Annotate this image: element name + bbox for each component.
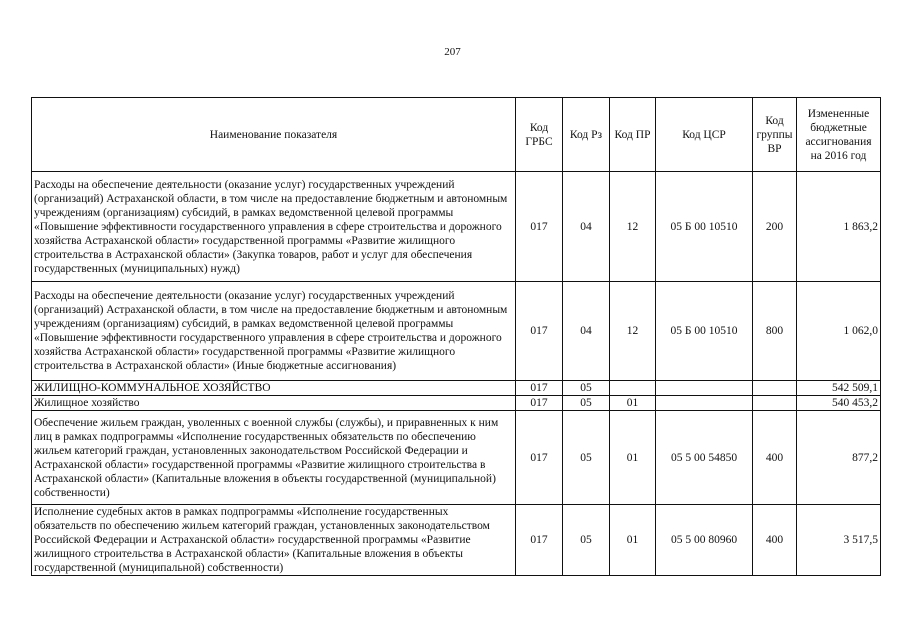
cell-name: Расходы на обеспечение деятельности (оказание услуг) государственных учреждений (организаций) Астраханской области, в том числе на предоставление бюджетным и автономным учреждениям (организациям) субсидий, в рамках ведомственной целевой программы «Повышение эффективности государственного управления в сфере строительства и дорожного хозяйства Астраханской области» государственной программы «Развитие жилищного строительства в Астраханской области» (Закупка товаров, работ и услуг для обеспечения государственных (муниципальных) нужд) xyxy=(32,172,516,282)
header-name: Наименование показателя xyxy=(32,98,516,172)
cell-amount: 1 863,2 xyxy=(797,172,881,282)
cell-rz: 05 xyxy=(563,396,610,411)
cell-csr xyxy=(656,396,753,411)
cell-pr: 12 xyxy=(610,282,656,381)
cell-pr: 01 xyxy=(610,505,656,576)
page-number: 207 xyxy=(444,46,461,58)
cell-pr: 12 xyxy=(610,172,656,282)
cell-rz: 04 xyxy=(563,282,610,381)
header-grbs: Код ГРБС xyxy=(516,98,563,172)
table-row xyxy=(32,396,881,411)
cell-rz: 05 xyxy=(563,411,610,505)
cell-amount: 3 517,5 xyxy=(797,505,881,576)
cell-vr: 400 xyxy=(753,411,797,505)
table-row xyxy=(32,505,881,576)
header-rz: Код Рз xyxy=(563,98,610,172)
budget-table xyxy=(31,97,881,576)
cell-vr: 800 xyxy=(753,282,797,381)
cell-grbs: 017 xyxy=(516,505,563,576)
cell-vr xyxy=(753,381,797,396)
cell-vr: 400 xyxy=(753,505,797,576)
cell-amount: 877,2 xyxy=(797,411,881,505)
table-header-row xyxy=(32,98,881,172)
cell-grbs: 017 xyxy=(516,282,563,381)
table-row xyxy=(32,411,881,505)
cell-rz: 05 xyxy=(563,505,610,576)
cell-grbs: 017 xyxy=(516,381,563,396)
cell-csr: 05 Б 00 10510 xyxy=(656,172,753,282)
header-amount: Измененные бюджетные ассигнования на 2016 год xyxy=(797,98,881,172)
cell-name: Расходы на обеспечение деятельности (оказание услуг) государственных учреждений (организаций) Астраханской области, в том числе на предоставление бюджетным и автономным учреждениям (организациям) субсидий, в рамках ведомственной целевой программы «Повышение эффективности государственного управления в сфере строительства и дорожного хозяйства Астраханской области» государственной программы «Развитие жилищного строительства в Астраханской области» (Иные бюджетные ассигнования) xyxy=(32,282,516,381)
table-row xyxy=(32,282,881,381)
header-pr: Код ПР xyxy=(610,98,656,172)
cell-csr: 05 Б 00 10510 xyxy=(656,282,753,381)
table-row xyxy=(32,172,881,282)
cell-name: Обеспечение жильем граждан, уволенных с военной службы (службы), и приравненных к ним лиц в рамках подпрограммы «Исполнение государственных обязательств по обеспечению жильем категорий граждан, установленных законодательством Российской Федерации и Астраханской области» государственной программы «Развитие жилищного строительства в Астраханской области» (Капитальные вложения в объекты государственной (муниципальной) собственности) xyxy=(32,411,516,505)
header-csr: Код ЦСР xyxy=(656,98,753,172)
cell-grbs: 017 xyxy=(516,396,563,411)
cell-grbs: 017 xyxy=(516,411,563,505)
cell-rz: 05 xyxy=(563,381,610,396)
cell-vr xyxy=(753,396,797,411)
cell-rz: 04 xyxy=(563,172,610,282)
cell-name: Жилищное хозяйство xyxy=(32,396,516,411)
table-row xyxy=(32,381,881,396)
cell-csr xyxy=(656,381,753,396)
cell-name: Исполнение судебных актов в рамках подпрограммы «Исполнение государственных обязательств по обеспечению жильем категорий граждан, установленных законодательством Российской Федерации и Астраханской области» государственной программы «Развитие жилищного строительства в Астраханской области» (Капитальные вложения в объекты государственной (муниципальной) собственности) xyxy=(32,505,516,576)
cell-amount: 540 453,2 xyxy=(797,396,881,411)
cell-grbs: 017 xyxy=(516,172,563,282)
cell-csr: 05 5 00 80960 xyxy=(656,505,753,576)
cell-csr: 05 5 00 54850 xyxy=(656,411,753,505)
header-vr: Код группы ВР xyxy=(753,98,797,172)
cell-pr: 01 xyxy=(610,396,656,411)
cell-pr xyxy=(610,381,656,396)
cell-amount: 542 509,1 xyxy=(797,381,881,396)
cell-name: ЖИЛИЩНО-КОММУНАЛЬНОЕ ХОЗЯЙСТВО xyxy=(32,381,516,396)
cell-pr: 01 xyxy=(610,411,656,505)
cell-vr: 200 xyxy=(753,172,797,282)
cell-amount: 1 062,0 xyxy=(797,282,881,381)
